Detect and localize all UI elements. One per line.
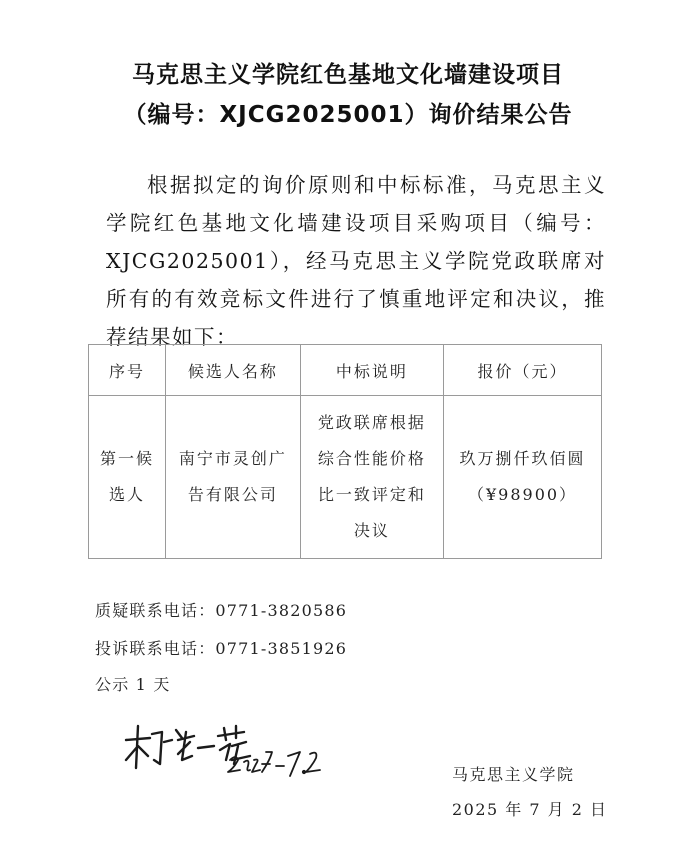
cell-price	[444, 396, 602, 559]
price-number: （¥98900）	[467, 485, 578, 504]
complaint-phone: 投诉联系电话：0771-3851926	[95, 639, 348, 658]
table-row	[89, 396, 602, 559]
header-price: 报价（元）	[444, 345, 602, 396]
table-header-row	[89, 345, 602, 396]
cell-rank: 第一候选人	[89, 396, 166, 559]
publicity-period: 公示 1 天	[95, 675, 171, 694]
header-note: 中标说明	[300, 345, 443, 396]
issuer-org: 马克思主义学院	[452, 765, 575, 784]
header-candidate: 候选人名称	[166, 345, 301, 396]
title-line-2: （编号：XJCG2025001）询价结果公告	[123, 102, 573, 128]
title-line-1: 马克思主义学院红色基地文化墙建设项目	[132, 62, 564, 88]
query-phone: 质疑联系电话：0771-3820586	[95, 601, 348, 620]
cell-candidate: 南宁市灵创广告有限公司	[166, 396, 301, 559]
price-text: 玖万捌仟玖佰圆	[459, 449, 586, 468]
handwritten-signature	[120, 716, 330, 786]
body-text: 根据拟定的询价原则和中标标准，马克思主义学院红色基地文化墙建设项目采购项目（编号：XJCG2025001），经马克思主义学院党政联席对所有的有效竞标文件进行了慎重地评定和决议，推荐结果如下：	[106, 173, 606, 349]
body-paragraph	[106, 166, 606, 356]
issue-date: 2025 年 7 月 2 日	[452, 800, 608, 819]
result-table	[88, 344, 602, 559]
header-index: 序号	[89, 345, 166, 396]
cell-note: 党政联席根据综合性能价格比一致评定和决议	[300, 396, 443, 559]
